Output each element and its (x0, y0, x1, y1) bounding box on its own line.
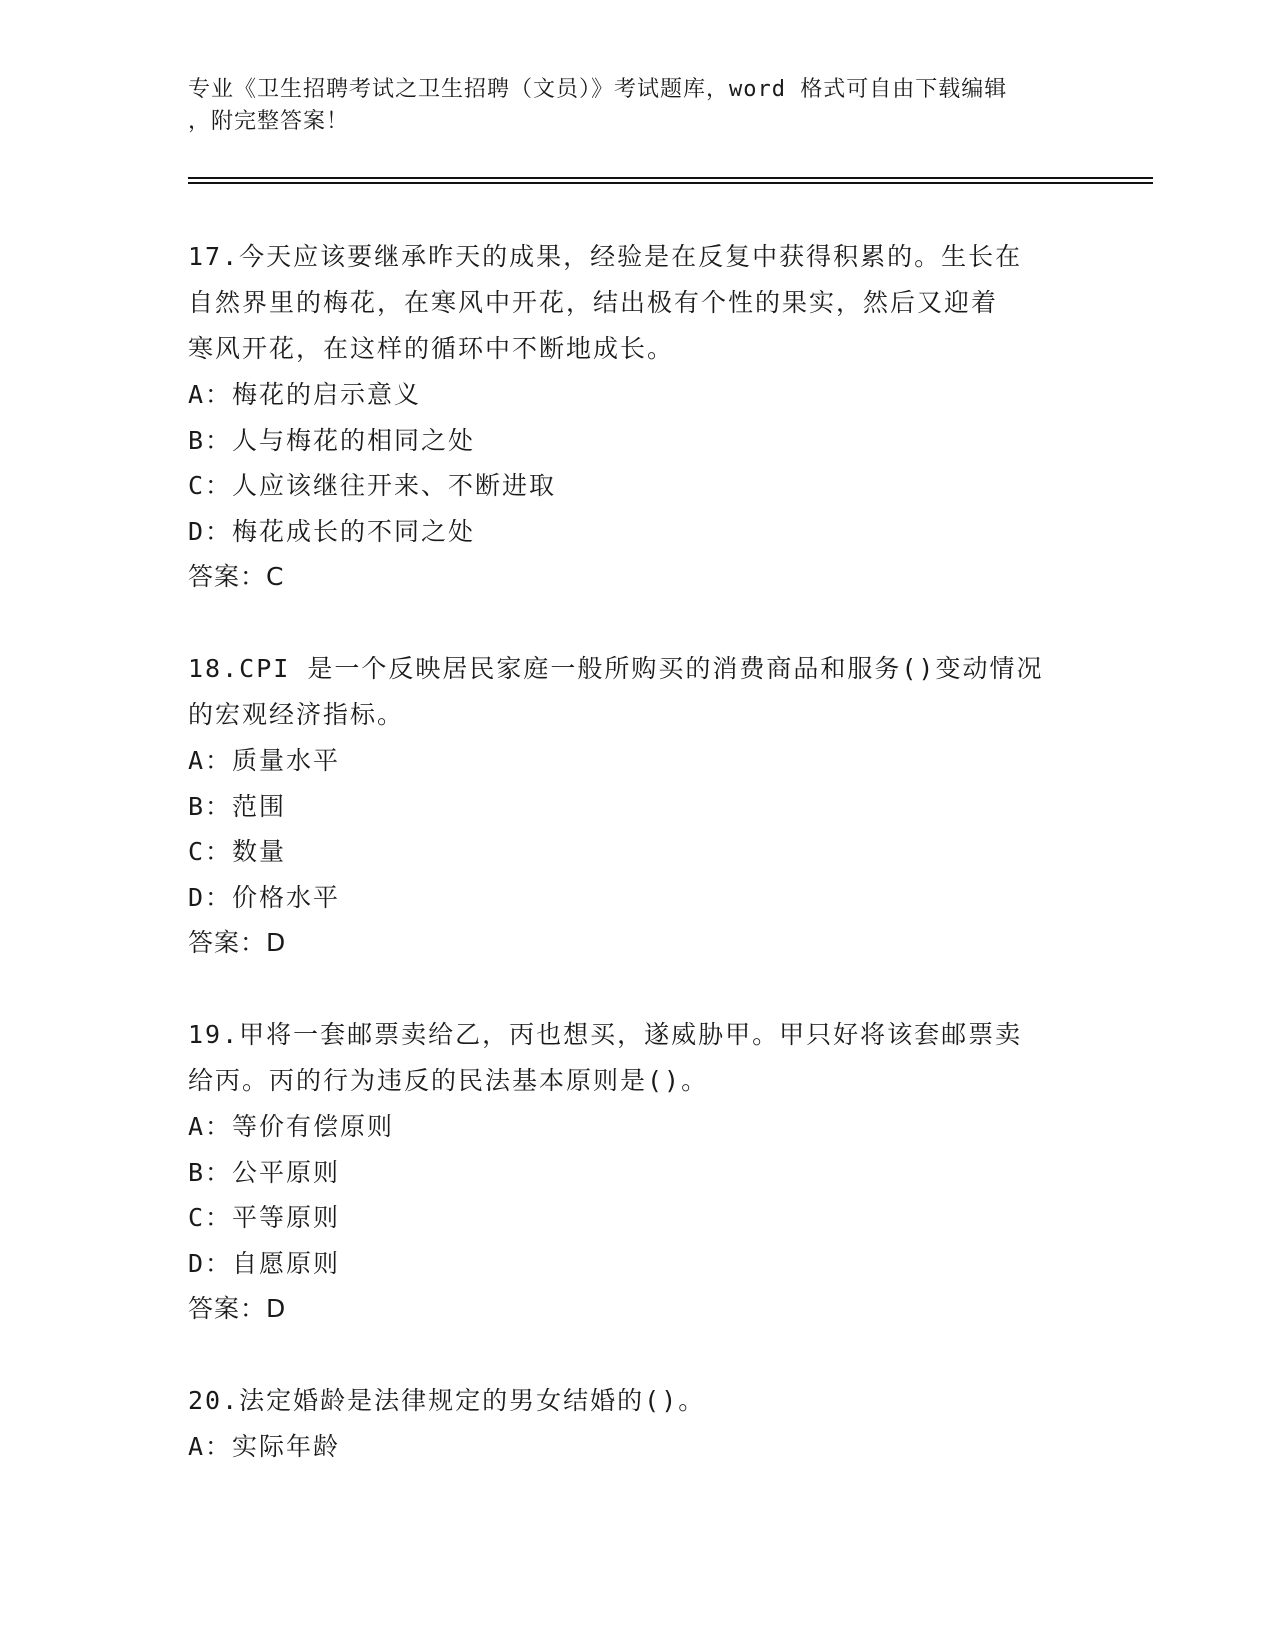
question-17-line-2: 自然界里的梅花，在寒风中开花，结出极有个性的果实，然后又迎着 (188, 288, 999, 317)
question-18-option-b: B：范围 (188, 791, 287, 821)
header-divider-bottom (188, 182, 1153, 184)
question-18-option-c: C：数量 (188, 837, 287, 866)
question-18 (188, 646, 1088, 965)
question-17-option-b: B：人与梅花的相同之处 (188, 425, 476, 455)
question-19 (188, 1012, 1088, 1331)
question-18-option-d: D：价格水平 (188, 882, 341, 912)
question-19-line-2: 给丙。丙的行为违反的民法基本原则是()。 (188, 1066, 709, 1095)
question-17-line-1: 17.今天应该要继承昨天的成果，经验是在反复中获得积累的。生长在 (188, 242, 1023, 271)
question-17-option-c: C：人应该继往开来、不断进取 (188, 471, 557, 500)
question-19-answer: 答案：D (188, 1294, 287, 1323)
question-17-answer: 答案：C (188, 562, 285, 591)
question-18-answer: 答案：D (188, 928, 287, 957)
document-header (188, 74, 1088, 138)
question-17-option-d: D：梅花成长的不同之处 (188, 516, 476, 546)
question-19-option-d: D：自愿原则 (188, 1248, 341, 1278)
question-17 (188, 234, 1088, 599)
question-20-line-1: 20.法定婚龄是法律规定的男女结婚的()。 (188, 1386, 706, 1415)
header-divider-top (188, 177, 1153, 179)
question-17-line-3: 寒风开花，在这样的循环中不断地成长。 (188, 334, 675, 363)
question-20-option-a: A：实际年龄 (188, 1432, 341, 1461)
question-19-option-c: C：平等原则 (188, 1203, 341, 1232)
header-line-2: ，附完整答案！ (188, 109, 350, 134)
question-18-line-1: 18.CPI 是一个反映居民家庭一般所购买的消费商品和服务()变动情况 (188, 654, 1044, 683)
question-19-line-1: 19.甲将一套邮票卖给乙，丙也想买，遂威胁甲。甲只好将该套邮票卖 (188, 1020, 1023, 1049)
question-18-option-a: A：质量水平 (188, 746, 341, 775)
question-17-option-a: A：梅花的启示意义 (188, 380, 422, 409)
question-20 (188, 1378, 1088, 1470)
header-line-1: 专业《卫生招聘考试之卫生招聘（文员）》考试题库，word 格式可自由下载编辑 (188, 77, 1008, 102)
question-19-option-a: A：等价有偿原则 (188, 1112, 395, 1141)
question-19-option-b: B：公平原则 (188, 1157, 341, 1187)
question-18-line-2: 的宏观经济指标。 (188, 700, 405, 729)
